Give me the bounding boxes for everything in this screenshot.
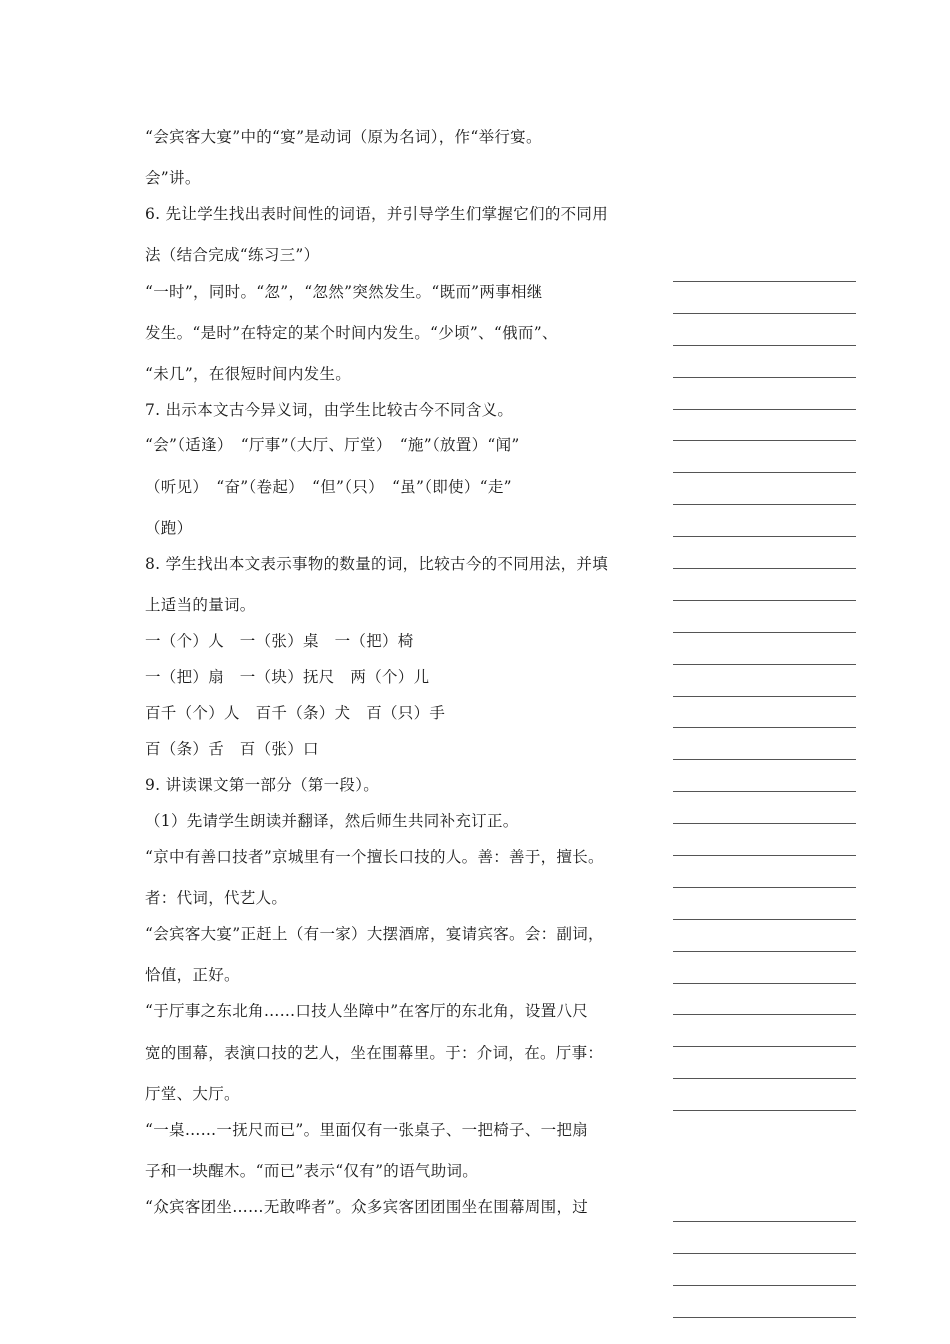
- note-line: [673, 472, 856, 473]
- note-line: [673, 855, 856, 856]
- note-line: [673, 791, 856, 792]
- note-line: [673, 632, 856, 633]
- note-line: [673, 504, 856, 505]
- text-line: 7. 出示本文古今异义词，由学生比较古今不同含义。: [145, 401, 514, 419]
- note-line: [673, 345, 856, 346]
- note-line: [673, 440, 856, 441]
- text-line: 宽的围幕，表演口技的艺人，坐在围幕里。于：介词，在。厅事：: [145, 1044, 604, 1062]
- text-line: 会”讲。: [145, 169, 201, 187]
- note-line: [673, 727, 856, 728]
- text-line: “会宾客大宴”正赶上（有一家）大摆酒席，宴请宾客。会：副词，: [145, 925, 604, 943]
- text-line: 者：代词，代艺人。: [145, 889, 288, 907]
- text-line: 子和一块醒木。“而已”表示“仅有”的语气助词。: [145, 1162, 479, 1180]
- text-line: 恰值，正好。: [145, 966, 240, 984]
- text-line: “会”（适逢） “厅事”（大厅、厅堂） “施”（放置）“闻”: [145, 436, 520, 454]
- note-line: [673, 1285, 856, 1286]
- note-line: [673, 1046, 856, 1047]
- text-line: 一（个）人 一（张）桌 一（把）椅: [145, 632, 414, 650]
- note-line: [673, 1014, 856, 1015]
- note-line: [673, 600, 856, 601]
- text-line: （听见） “奋”（卷起） “但”（只） “虽”（即使）“走”: [145, 478, 512, 496]
- note-line: [673, 1078, 856, 1079]
- note-line: [673, 823, 856, 824]
- text-line: “京中有善口技者”京城里有一个擅长口技的人。善：善于，擅长。: [145, 848, 604, 866]
- text-line: 上适当的量词。: [145, 596, 256, 614]
- note-line: [673, 1317, 856, 1318]
- text-line: 一（把）扇 一（块）抚尺 两（个）儿: [145, 668, 430, 686]
- note-line: [673, 696, 856, 697]
- text-line: “一桌……一抚尺而已”。里面仅有一张桌子、一把椅子、一把扇: [145, 1121, 589, 1139]
- note-line: [673, 1110, 856, 1111]
- text-line: “一时”，同时。“忽”，“忽然”突然发生。“既而”两事相继: [145, 283, 543, 301]
- note-line: [673, 1253, 856, 1254]
- note-line: [673, 919, 856, 920]
- note-line: [673, 536, 856, 537]
- text-line: “于厅事之东北角……口技人坐障中”在客厅的东北角，设置八尺: [145, 1002, 589, 1020]
- text-line: （1）先请学生朗读并翻译，然后师生共同补充订正。: [145, 812, 519, 830]
- text-line: “会宾客大宴”中的“宴”是动词（原为名词），作“举行宴。: [145, 128, 542, 146]
- note-line: [673, 887, 856, 888]
- note-line: [673, 759, 856, 760]
- note-line: [673, 664, 856, 665]
- text-line: 8. 学生找出本文表示事物的数量的词，比较古今的不同用法，并填: [145, 555, 609, 573]
- note-line: [673, 983, 856, 984]
- text-line: 百（条）舌 百（张）口: [145, 740, 319, 758]
- note-line: [673, 281, 856, 282]
- note-line: [673, 377, 856, 378]
- text-line: 9. 讲读课文第一部分（第一段）。: [145, 776, 380, 794]
- text-line: “众宾客团坐……无敢哗者”。众多宾客团团围坐在围幕周围，过: [145, 1198, 589, 1216]
- note-line: [673, 568, 856, 569]
- text-line: （跑）: [145, 519, 193, 537]
- text-line: 6. 先让学生找出表时间性的词语，并引导学生们掌握它们的不同用: [145, 205, 609, 223]
- note-line: [673, 409, 856, 410]
- text-line: 发生。“是时”在特定的某个时间内发生。“少顷”、“俄而”、: [145, 324, 558, 342]
- text-line: “未几”，在很短时间内发生。: [145, 365, 352, 383]
- note-line: [673, 1221, 856, 1222]
- text-line: 法（结合完成“练习三”）: [145, 246, 320, 264]
- text-line: 百千（个）人 百千（条）犬 百（只）手: [145, 704, 446, 722]
- text-line: 厅堂、大厅。: [145, 1085, 240, 1103]
- note-line: [673, 313, 856, 314]
- note-line: [673, 951, 856, 952]
